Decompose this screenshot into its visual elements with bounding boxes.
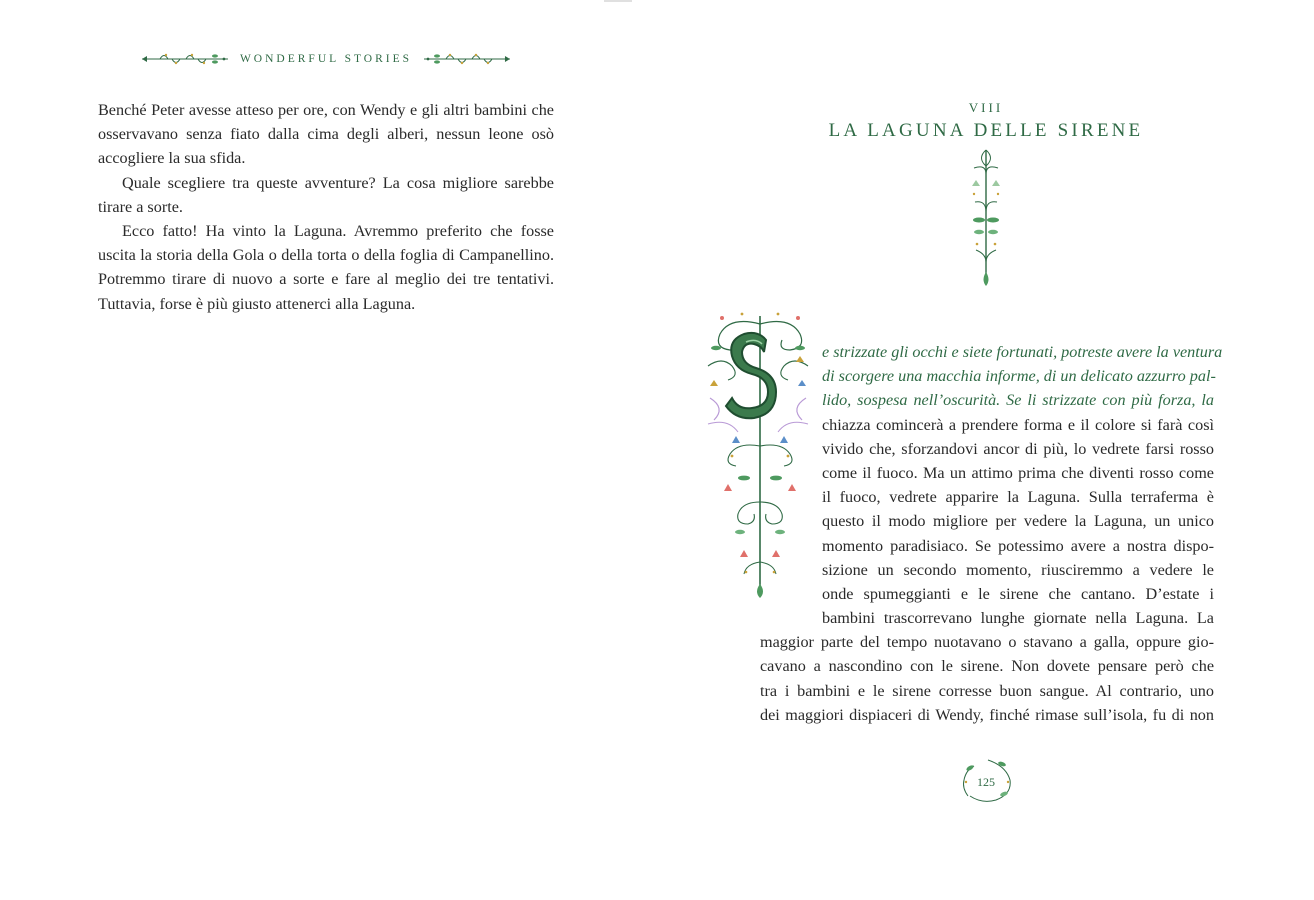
text-line: bambini trascorrevano lunghe giornate nella Laguna. La bbox=[822, 609, 1214, 628]
text-line: come il fuoco. Ma un attimo prima che diventi rosso come bbox=[822, 463, 1214, 482]
running-head bbox=[140, 48, 512, 70]
right-page-body bbox=[760, 340, 1223, 727]
text-line: chiazza comincerà a prendere forma e il colore si farà così bbox=[822, 415, 1214, 434]
text-line: questo il modo migliore per vedere la Laguna, un unico bbox=[822, 512, 1214, 531]
text-line: maggior parte del tempo nuotavano o stavano a galla, oppure gio- bbox=[760, 633, 1214, 652]
vertical-vine-ornament bbox=[961, 146, 1011, 290]
chapter-title: LA LAGUNA DELLE SIRENE bbox=[828, 120, 1144, 141]
running-head-title: WONDERFUL STORIES bbox=[239, 53, 413, 65]
text-line: e strizzate gli occhi e siete fortunati, potreste avere la ventura bbox=[822, 343, 1223, 361]
text-line: cavano a nascondino con le sirene. Non dovete pensare però che bbox=[760, 657, 1214, 676]
paragraph: Benché Peter avesse atteso per ore, con Wendy e gli altri bambini che osservavano senza fiato dalla cima degli alberi, nessun leone osò accogliere la sua sfida. bbox=[98, 101, 554, 168]
text-line: sizione un secondo momento, riusciremmo a vedere le bbox=[822, 560, 1214, 579]
vine-ornament-right bbox=[422, 51, 512, 67]
text-line: dei maggiori dispiaceri di Wendy, finché rimase sull’isola, fu di non bbox=[760, 705, 1214, 724]
text-line: lido, sospesa nell’oscurità. Se li strizzate con più forza, la bbox=[822, 391, 1214, 410]
text-line: onde spumeggianti e le sirene che cantano. D’estate i bbox=[822, 584, 1214, 603]
spread-divider bbox=[604, 0, 632, 2]
text-line: momento paradisiaco. Se potessimo avere a nostra dispo- bbox=[822, 536, 1214, 555]
text-line: di scorgere una macchia informe, di un delicato azzurro pal- bbox=[822, 367, 1216, 386]
chapter-number: VIII bbox=[968, 100, 1004, 115]
paragraph: Quale scegliere tra queste avventure? La cosa migliore sarebbe tirare a sorte. bbox=[98, 173, 554, 216]
paragraph: Ecco fatto! Ha vinto la Laguna. Avremmo preferito che fosse uscita la storia della Gola o della torta o della foglia di Campanellino. Potremmo tirare di nuovo a sorte e fare al meglio dei tre tentativi. Tuttavia, forse è più giusto attenerci alla Laguna. bbox=[98, 222, 554, 313]
page-number: 125 bbox=[977, 775, 995, 789]
vine-ornament-left bbox=[140, 51, 230, 67]
left-page-body bbox=[98, 98, 554, 316]
text-line: vivido che, sforzandovi ancor di più, lo vedrete farsi rosso bbox=[822, 439, 1214, 458]
text-line: tra i bambini e le sirene corresse buon sangue. Al contrario, uno bbox=[760, 681, 1214, 700]
text-line: il fuoco, vedrete apparire la Laguna. Sulla terraferma è bbox=[822, 488, 1214, 507]
